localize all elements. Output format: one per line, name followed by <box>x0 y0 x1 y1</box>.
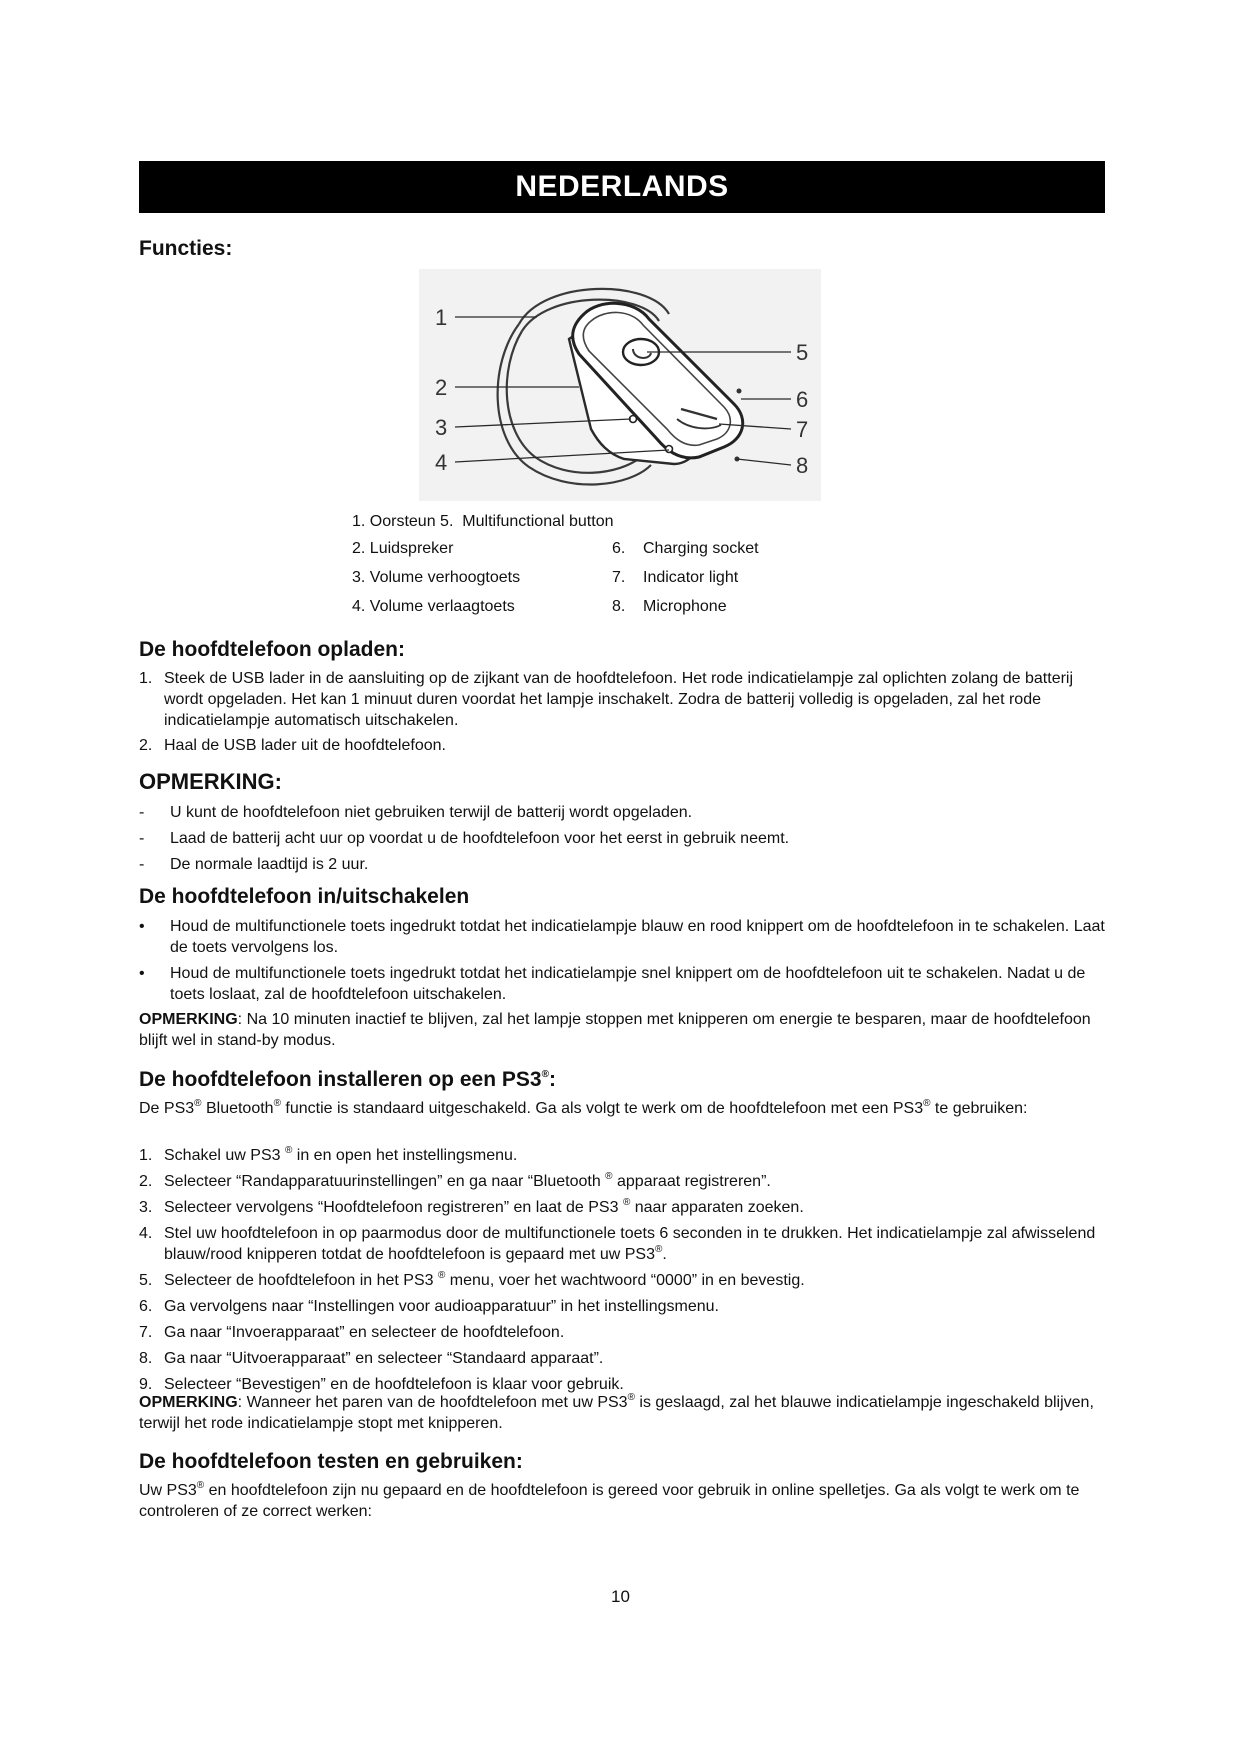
note-text: : Na 10 minuten inactief te blijven, zal het lampje stoppen met knipperen om energie te besparen, maar de hoofdtelefoon blijft wel in stand-by modus. <box>139 1011 1091 1049</box>
schakelen-list <box>139 916 1105 1005</box>
note-label: OPMERKING <box>139 1011 238 1028</box>
opmerking-list <box>139 802 1105 875</box>
bullet-marker: • <box>139 918 145 935</box>
opladen-list <box>139 668 1105 756</box>
list-item: 5. Selecteer de hoofdtelefoon in het PS3 ® menu, voer het wachtwoord “0000” in en bevestig. <box>139 1269 805 1289</box>
list-item <box>139 828 1105 849</box>
language-banner: NEDERLANDS <box>139 161 1105 213</box>
callout-3: 3 <box>435 415 448 440</box>
callout-5: 5 <box>796 340 809 365</box>
schakelen-heading: De hoofdtelefoon in/uitschakelen <box>139 885 470 908</box>
testen-heading: De hoofdtelefoon testen en gebruiken: <box>139 1450 523 1473</box>
list-item <box>139 916 1105 958</box>
list-text: De normale laadtijd is 2 uur. <box>170 856 369 873</box>
list-item: 6. Ga vervolgens naar “Instellingen voor audioapparatuur” in het instellingsmenu. <box>139 1298 719 1315</box>
list-text: Houd de multifunctionele toets ingedrukt totdat het indicatielampje blauw en rood knippert om de hoofdtelefoon in te schakelen. Laat de toets vervolgens los. <box>170 918 1105 956</box>
ps3-steps <box>139 1145 1105 1395</box>
list-item <box>139 854 1105 875</box>
headset-diagram <box>419 269 821 501</box>
opmerking-heading: OPMERKING: <box>139 769 282 794</box>
bullet-marker: • <box>139 965 145 982</box>
legend-item-2: 2. Luidspreker <box>352 540 454 557</box>
testen-text: Uw PS3® en hoofdtelefoon zijn nu gepaard en de hoofdtelefoon is gereed voor gebruik in online spelletjes. Ga als volgt te werk om te controleren of ze correct werken: <box>139 1479 1080 1520</box>
legend-num-7: 7. <box>612 569 626 586</box>
dash-marker: - <box>139 856 145 873</box>
callout-4: 4 <box>435 450 448 475</box>
list-item: 8. Ga naar “Uitvoerapparaat” en selecteer “Standaard apparaat”. <box>139 1350 604 1367</box>
list-text: Laad de batterij acht uur op voordat u de hoofdtelefoon voor het eerst in gebruik neemt. <box>170 830 790 847</box>
volume-down-key <box>666 446 673 453</box>
list-number: 1. <box>139 670 153 687</box>
dash-marker: - <box>139 830 145 847</box>
callout-7: 7 <box>796 417 809 442</box>
callout-2: 2 <box>435 375 448 400</box>
legend-item-3: 3. Volume verhoogtoets <box>352 569 521 586</box>
list-item: 3. Selecteer vervolgens “Hoofdtelefoon registreren” en laat de PS3 ® naar apparaten zoeken. <box>139 1196 804 1216</box>
list-text: U kunt de hoofdtelefoon niet gebruiken terwijl de batterij wordt opgeladen. <box>170 804 693 821</box>
list-item <box>139 668 1105 731</box>
list-item <box>139 802 1105 823</box>
list-item <box>139 963 1105 1005</box>
legend-num-6: 6. <box>612 540 626 557</box>
legend-item-7: Indicator light <box>643 569 739 586</box>
list-text: Steek de USB lader in de aansluiting op de zijkant van de hoofdtelefoon. Het rode indicatielampje zal oplichten zolang de batterij wordt opgeladen. Het kan 1 minuut duren voordat het lampje inschakelt. Zodra de batterij volledig is opgeladen, zal het rode indicatielampje automatisch uitschakelen. <box>164 670 1074 729</box>
legend-item-4: 4. Volume verlaagtoets <box>352 598 515 615</box>
ps3-note: OPMERKING: Wanneer het paren van de hoofdtelefoon met uw PS3® is geslaagd, zal het blauwe indicatielampje ingeschakeld blijven, terwijl het rode indicatielampje stopt met knipperen. <box>139 1391 1094 1432</box>
list-text: Haal de USB lader uit de hoofdtelefoon. <box>164 737 446 754</box>
list-item: 7. Ga naar “Invoerapparaat” en selecteer de hoofdtelefoon. <box>139 1324 565 1341</box>
callout-8: 8 <box>796 453 809 478</box>
ps3-intro: De PS3® Bluetooth® functie is standaard uitgeschakeld. Ga als volgt te werk om de hoofdtelefoon met een PS3® te gebruiken: <box>139 1097 1028 1117</box>
callout-1: 1 <box>435 305 448 330</box>
list-number: 2. <box>139 737 153 754</box>
list-text: Houd de multifunctionele toets ingedrukt totdat het indicatielampje snel knippert om de hoofdtelefoon uit te schakelen. Nadat u de toets loslaat, zal de hoofdtelefoon uitschakelen. <box>170 965 1086 1003</box>
dash-marker: - <box>139 804 145 821</box>
legend-num-8: 8. <box>612 598 626 615</box>
legend-row-1: 1. Oorsteun 5. Multifunctional button <box>352 513 614 530</box>
legend-item-6: Charging socket <box>643 540 759 557</box>
ps3-heading: De hoofdtelefoon installeren op een PS3®: <box>139 1068 556 1091</box>
list-item: 9. Selecteer “Bevestigen” en de hoofdtelefoon is klaar voor gebruik. <box>139 1376 624 1393</box>
callout-6: 6 <box>796 387 809 412</box>
charging-socket <box>737 389 742 394</box>
schakelen-note <box>139 1009 1105 1051</box>
list-item <box>139 735 1105 756</box>
list-item: 2. Selecteer “Randapparatuurinstellingen” en ga naar “Bluetooth ® apparaat registreren”. <box>139 1170 771 1190</box>
list-item: 1. Schakel uw PS3 ® in en open het instellingsmenu. <box>139 1144 518 1164</box>
note-label: OPMERKING <box>139 1394 238 1411</box>
list-item: 4. Stel uw hoofdtelefoon in op paarmodus door de multifunctionele toets 6 seconden in te drukken. Het indicatielampje zal afwisselend blauw/rood knipperen totdat de hoofdtelefoon is gepaard met uw PS3®. <box>139 1225 1096 1263</box>
functies-heading: Functies: <box>139 237 233 260</box>
opladen-heading: De hoofdtelefoon opladen: <box>139 638 405 661</box>
legend-item-8: Microphone <box>643 598 727 615</box>
page-number: 10 <box>611 1587 630 1606</box>
